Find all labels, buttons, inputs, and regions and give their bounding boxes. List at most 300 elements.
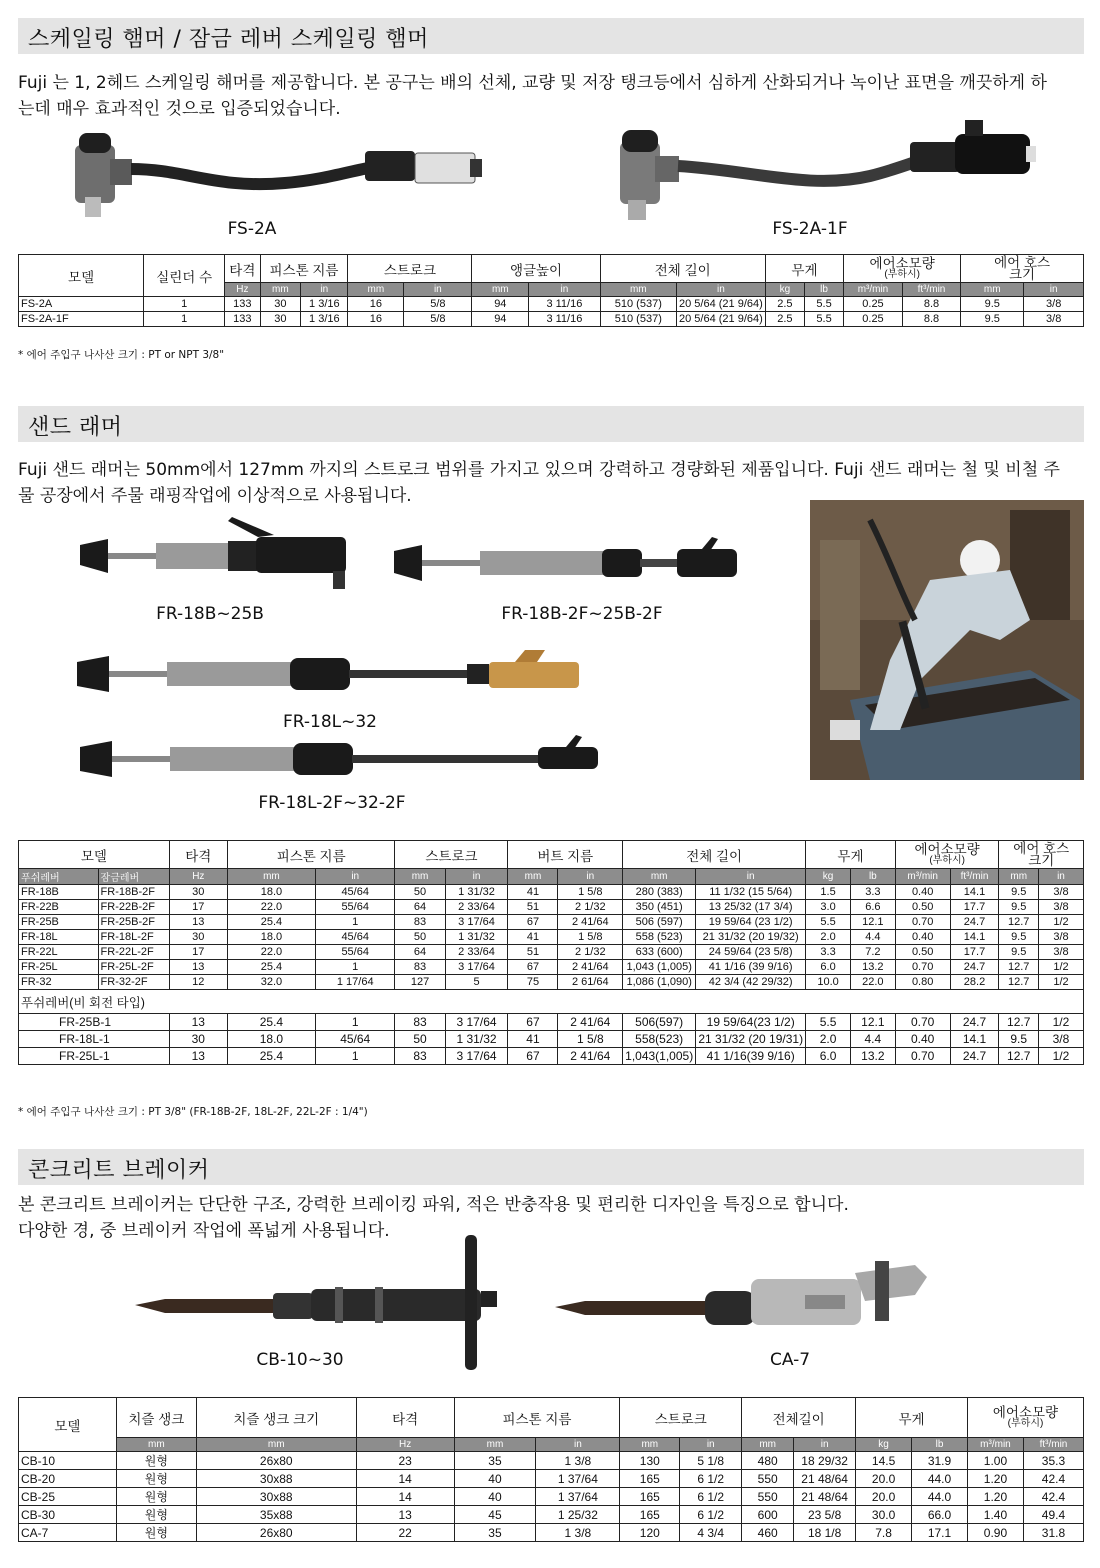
value-cell: 5.5 <box>804 297 843 312</box>
value-cell: 6.0 <box>806 1048 851 1065</box>
value-cell: 13 <box>169 1014 227 1031</box>
value-cell: 31.8 <box>1023 1524 1083 1542</box>
value-cell: 3.0 <box>806 900 851 915</box>
unit-cell: mm <box>961 283 1024 297</box>
value-cell: 18.0 <box>227 930 315 945</box>
table-row <box>19 1506 1084 1524</box>
value-cell: 23 5/8 <box>794 1506 856 1524</box>
value-cell: 12 <box>169 975 227 990</box>
value-cell: 21 48/64 <box>794 1470 856 1488</box>
value-cell: 2.5 <box>765 312 804 327</box>
unit-cell: in <box>696 869 806 885</box>
value-cell: 8.8 <box>902 297 960 312</box>
value-cell: 35.3 <box>1023 1452 1083 1470</box>
value-cell: 16 <box>348 312 404 327</box>
unit-cell: 잠금레버 <box>98 869 169 885</box>
intro-line: 는데 매우 효과적인 것으로 입증되었습니다. <box>18 99 341 119</box>
value-cell: 30 <box>260 312 301 327</box>
value-cell: 1,086 (1,090) <box>623 975 696 990</box>
value-cell: 30.0 <box>856 1506 912 1524</box>
caption-fr-18l-2f: FR-18L-2F~32-2F <box>258 793 406 813</box>
unit-cell: m³/min <box>967 1438 1023 1452</box>
model-cell: FR-18L-1 <box>19 1031 170 1048</box>
unit-cell: mm <box>454 1438 536 1452</box>
unit-cell: in <box>794 1438 856 1452</box>
unit-cell: mm <box>623 869 696 885</box>
table-row <box>19 885 1084 900</box>
value-cell: 19 59/64(23 1/2) <box>696 1014 806 1031</box>
hose-label: 에어 호스 <box>994 254 1051 270</box>
col-air <box>967 1398 1083 1438</box>
intro-line: 본 콘크리트 브레이커는 단단한 구조, 강력한 브레이킹 파워, 적은 반충작용 및 편리한 디자인을 특징으로 합니다. <box>18 1195 849 1215</box>
table-row <box>19 312 1084 327</box>
value-cell: 1 5/8 <box>558 885 623 900</box>
value-cell: 25.4 <box>227 915 315 930</box>
subheader-push-lever: 푸쉬레버(비 회전 타입) <box>19 990 1084 1014</box>
col-weight: 무게 <box>806 841 896 869</box>
value-cell: 22.0 <box>850 975 895 990</box>
value-cell: 22.0 <box>227 945 315 960</box>
value-cell: 49.4 <box>1023 1506 1083 1524</box>
section-title: 샌드 래머 <box>28 415 123 440</box>
value-cell: 11 1/32 (15 5/64) <box>696 885 806 900</box>
col-blows: 타격 <box>169 841 227 869</box>
value-cell: 9.5 <box>999 1031 1038 1048</box>
unit-cell: m³/min <box>895 869 950 885</box>
value-cell: 9.5 <box>961 297 1024 312</box>
value-cell: 3/8 <box>1038 1031 1083 1048</box>
model-cell: FR-25L-1 <box>19 1048 170 1065</box>
value-cell: 127 <box>395 975 445 990</box>
value-cell: 1 <box>315 915 395 930</box>
value-cell: 1 <box>315 1048 395 1065</box>
col-length: 전체 길이 <box>623 841 806 869</box>
value-cell: 5.5 <box>806 1014 851 1031</box>
col-model: 모델 <box>19 255 144 297</box>
col-weight: 무게 <box>765 255 843 283</box>
unit-cell: in <box>315 869 395 885</box>
value-cell: 1/2 <box>1038 1048 1083 1065</box>
value-cell: 14.1 <box>950 1031 999 1048</box>
value-cell: 1/2 <box>1038 960 1083 975</box>
value-cell: 42 3/4 (42 29/32) <box>696 975 806 990</box>
value-cell: 12.7 <box>999 1014 1038 1031</box>
col-cylinders: 실린더 수 <box>144 255 225 297</box>
unit-cell: mm <box>742 1438 794 1452</box>
value-cell: 51 <box>508 945 558 960</box>
unit-cell: kg <box>765 283 804 297</box>
value-cell: 26x80 <box>196 1452 356 1470</box>
fr-18l-2f-image <box>78 735 608 785</box>
value-cell: 45/64 <box>315 930 395 945</box>
caption-cb-10: CB-10~30 <box>256 1350 344 1370</box>
unit-cell: ft³/min <box>1023 1438 1083 1452</box>
unit-cell: mm <box>227 869 315 885</box>
unit-cell: mm <box>508 869 558 885</box>
value-cell: 1 37/64 <box>536 1470 620 1488</box>
air-label: 에어소모량 <box>869 255 935 271</box>
value-cell: 2.0 <box>806 1031 851 1048</box>
value-cell: 51 <box>508 900 558 915</box>
unit-cell: kg <box>806 869 851 885</box>
unit-cell: lb <box>804 283 843 297</box>
value-cell: 1 3/8 <box>536 1524 620 1542</box>
intro-line: 물 공장에서 주물 래핑작업에 이상적으로 사용됩니다. <box>18 486 412 506</box>
value-cell: 41 <box>508 1031 558 1048</box>
value-cell: 165 <box>620 1470 680 1488</box>
fr-18l-image <box>75 650 595 700</box>
value-cell: 1.20 <box>967 1488 1023 1506</box>
value-cell: 14.5 <box>856 1452 912 1470</box>
unit-cell: in <box>1038 869 1083 885</box>
table-row <box>19 1470 1084 1488</box>
model-cell: FR-22L <box>19 945 99 960</box>
model-cell: CB-10 <box>19 1452 117 1470</box>
value-cell: 0.25 <box>844 297 903 312</box>
value-cell: 633 (600) <box>623 945 696 960</box>
value-cell: 25.4 <box>227 1014 315 1031</box>
value-cell: 0.70 <box>895 960 950 975</box>
table-row <box>19 930 1084 945</box>
unit-cell: ft³/min <box>950 869 999 885</box>
fr-18b-image <box>78 515 358 595</box>
caption-fs-2a: FS-2A <box>227 219 277 239</box>
hose-sub: 크기 <box>1009 266 1036 282</box>
model-cell: CA-7 <box>19 1524 117 1542</box>
value-cell: 12.1 <box>850 1014 895 1031</box>
col-stroke: 스트로크 <box>348 255 472 283</box>
value-cell: 1 37/64 <box>536 1488 620 1506</box>
table-row <box>19 1031 1084 1048</box>
value-cell: 3/8 <box>1038 900 1083 915</box>
unit-cell: m³/min <box>844 283 903 297</box>
model-cell: FR-25B <box>19 915 99 930</box>
value-cell: 12.7 <box>999 960 1038 975</box>
value-cell: 25.4 <box>227 960 315 975</box>
value-cell: 0.70 <box>895 915 950 930</box>
value-cell: 6 1/2 <box>680 1488 742 1506</box>
value-cell: 3/8 <box>1024 312 1084 327</box>
hose-sub: 크기 <box>1028 852 1055 868</box>
hose-label: 에어 호스 <box>1013 840 1070 856</box>
value-cell: 13.2 <box>850 960 895 975</box>
col-hose <box>999 841 1084 869</box>
value-cell: 원형 <box>116 1470 196 1488</box>
value-cell: 9.5 <box>999 930 1038 945</box>
value-cell: 9.5 <box>999 885 1038 900</box>
value-cell: 558(523) <box>623 1031 696 1048</box>
unit-cell: mm <box>620 1438 680 1452</box>
value-cell: 83 <box>395 1014 445 1031</box>
value-cell: 6.0 <box>806 960 851 975</box>
value-cell: 50 <box>395 885 445 900</box>
table-row <box>19 945 1084 960</box>
value-cell: 0.90 <box>967 1524 1023 1542</box>
ca-7-image <box>555 1255 935 1350</box>
value-cell: 0.40 <box>895 1031 950 1048</box>
value-cell: 44.0 <box>912 1488 968 1506</box>
value-cell: 20.0 <box>856 1488 912 1506</box>
value-cell: 1 3/8 <box>536 1452 620 1470</box>
col-shank: 치즐 생크 <box>116 1398 196 1438</box>
value-cell: 13 <box>169 915 227 930</box>
value-cell: 30x88 <box>196 1488 356 1506</box>
value-cell: 5.5 <box>806 915 851 930</box>
caption-fr-18b: FR-18B~25B <box>156 604 264 624</box>
value-cell: 120 <box>620 1524 680 1542</box>
value-cell: 30x88 <box>196 1470 356 1488</box>
table-row <box>19 960 1084 975</box>
col-angle: 앵글높이 <box>472 255 600 283</box>
unit-cell: in <box>558 869 623 885</box>
value-cell: 75 <box>508 975 558 990</box>
unit-cell: in <box>1024 283 1084 297</box>
value-cell: 1 3/16 <box>301 312 348 327</box>
value-cell: 9.5 <box>961 312 1024 327</box>
value-cell: 3 11/16 <box>529 297 600 312</box>
value-cell: 1.20 <box>967 1470 1023 1488</box>
value-cell: 83 <box>395 960 445 975</box>
value-cell: FR-18L-2F <box>98 930 169 945</box>
value-cell: 13 25/32 (17 3/4) <box>696 900 806 915</box>
value-cell: 30 <box>169 930 227 945</box>
table-row <box>19 1014 1084 1031</box>
fs-2a-image <box>65 125 495 225</box>
rammer-note: * 에어 주입구 나사산 크기 : PT 3/8" (FR-18B-2F, 18L-2F, 22L-2F : 1/4") <box>18 1106 368 1118</box>
intro-line: 다양한 경, 중 브레이커 작업에 폭넓게 사용됩니다. <box>18 1221 390 1241</box>
value-cell: 1.00 <box>967 1452 1023 1470</box>
col-stroke: 스트로크 <box>620 1398 742 1438</box>
section-title: 스케일링 햄머 / 잠금 레버 스케일링 햄머 <box>28 27 429 52</box>
value-cell: 67 <box>508 915 558 930</box>
caption-ca-7: CA-7 <box>769 1350 811 1370</box>
air-sub: (부하시) <box>1007 1417 1044 1429</box>
scaling-spec-table <box>18 254 1084 327</box>
value-cell: 4.4 <box>850 930 895 945</box>
value-cell: 2 1/32 <box>558 945 623 960</box>
value-cell: 35x88 <box>196 1506 356 1524</box>
intro-text <box>18 70 1086 122</box>
table-row <box>19 975 1084 990</box>
unit-cell: in <box>677 283 766 297</box>
value-cell: 18.0 <box>227 885 315 900</box>
unit-cell: mm <box>600 283 676 297</box>
section-header-rammer <box>18 406 1084 442</box>
caption-fs-2a-1f: FS-2A-1F <box>772 219 848 239</box>
unit-cell: mm <box>999 869 1038 885</box>
value-cell: 21 48/64 <box>794 1488 856 1506</box>
value-cell: 3.3 <box>806 945 851 960</box>
value-cell: 1.5 <box>806 885 851 900</box>
value-cell: 23 <box>356 1452 454 1470</box>
model-cell: FR-32 <box>19 975 99 990</box>
value-cell: 67 <box>508 1048 558 1065</box>
value-cell: 45 <box>454 1506 536 1524</box>
value-cell: 1 31/32 <box>445 1031 508 1048</box>
value-cell: 45/64 <box>315 1031 395 1048</box>
table-row <box>19 1524 1084 1542</box>
col-stroke: 스트로크 <box>395 841 508 869</box>
value-cell: 원형 <box>116 1488 196 1506</box>
value-cell: 18.0 <box>227 1031 315 1048</box>
value-cell: 13 <box>169 960 227 975</box>
table-row <box>19 1488 1084 1506</box>
value-cell: 0.40 <box>895 930 950 945</box>
unit-cell: mm <box>395 869 445 885</box>
unit-cell: Hz <box>169 869 227 885</box>
value-cell: 3 17/64 <box>445 1048 508 1065</box>
value-cell: FR-32-2F <box>98 975 169 990</box>
model-cell: FR-22B <box>19 900 99 915</box>
value-cell: 64 <box>395 900 445 915</box>
col-weight: 무게 <box>856 1398 968 1438</box>
col-shank-size: 치즐 생크 크기 <box>196 1398 356 1438</box>
value-cell: FR-25L-2F <box>98 960 169 975</box>
value-cell: 67 <box>508 1014 558 1031</box>
value-cell: 67 <box>508 960 558 975</box>
value-cell: 3/8 <box>1038 945 1083 960</box>
value-cell: 2 41/64 <box>558 1048 623 1065</box>
value-cell: 1 25/32 <box>536 1506 620 1524</box>
table-row <box>19 1048 1084 1065</box>
value-cell: 21 31/32 (20 19/31) <box>696 1031 806 1048</box>
col-model: 모델 <box>19 1398 117 1452</box>
value-cell: 350 (451) <box>623 900 696 915</box>
value-cell: 14.1 <box>950 885 999 900</box>
value-cell: 1 31/32 <box>445 885 508 900</box>
model-cell: CB-30 <box>19 1506 117 1524</box>
value-cell: 5.5 <box>804 312 843 327</box>
value-cell: 0.50 <box>895 900 950 915</box>
value-cell: 5 1/8 <box>680 1452 742 1470</box>
value-cell: 7.2 <box>850 945 895 960</box>
value-cell: 600 <box>742 1506 794 1524</box>
col-air <box>895 841 999 869</box>
unit-cell: mm <box>348 283 404 297</box>
value-cell: 2 33/64 <box>445 900 508 915</box>
value-cell: 460 <box>742 1524 794 1542</box>
value-cell: 550 <box>742 1488 794 1506</box>
value-cell: 0.70 <box>895 1048 950 1065</box>
col-butt: 버트 지름 <box>508 841 623 869</box>
value-cell: 14 <box>356 1470 454 1488</box>
value-cell: FR-22B-2F <box>98 900 169 915</box>
value-cell: FR-18B-2F <box>98 885 169 900</box>
unit-cell: mm <box>260 283 301 297</box>
value-cell: 18 1/8 <box>794 1524 856 1542</box>
value-cell: 3 11/16 <box>529 312 600 327</box>
value-cell: 550 <box>742 1470 794 1488</box>
value-cell: 30 <box>169 885 227 900</box>
value-cell: 12.1 <box>850 915 895 930</box>
value-cell: 0.25 <box>844 312 903 327</box>
value-cell: 40 <box>454 1470 536 1488</box>
table-row <box>19 900 1084 915</box>
worker-photo <box>810 500 1084 780</box>
value-cell: 42.4 <box>1023 1488 1083 1506</box>
value-cell: 원형 <box>116 1506 196 1524</box>
model-cell: FS-2A <box>19 297 144 312</box>
value-cell: 1 3/16 <box>301 297 348 312</box>
value-cell: 45/64 <box>315 885 395 900</box>
value-cell: 19 59/64 (23 1/2) <box>696 915 806 930</box>
table-row <box>19 915 1084 930</box>
value-cell: 94 <box>472 297 529 312</box>
value-cell: 1 31/32 <box>445 930 508 945</box>
units-row <box>19 869 1084 885</box>
intro-line: Fuji 는 1, 2헤드 스케일링 해머를 제공합니다. 본 공구는 배의 선체, 교량 및 저장 탱크등에서 심하게 산화되거나 녹이난 표면을 깨끗하게 하 <box>18 73 1047 93</box>
value-cell: 44.0 <box>912 1470 968 1488</box>
value-cell: 24 59/64 (23 5/8) <box>696 945 806 960</box>
value-cell: 3/8 <box>1038 885 1083 900</box>
table-row <box>19 297 1084 312</box>
value-cell: 5/8 <box>404 312 472 327</box>
value-cell: 42.4 <box>1023 1470 1083 1488</box>
value-cell: 510 (537) <box>600 312 676 327</box>
value-cell: 14.1 <box>950 930 999 945</box>
model-cell: FR-18L <box>19 930 99 945</box>
value-cell: 55/64 <box>315 945 395 960</box>
value-cell: 22.0 <box>227 900 315 915</box>
value-cell: 83 <box>395 915 445 930</box>
value-cell: 41 <box>508 885 558 900</box>
unit-cell: Hz <box>225 283 260 297</box>
value-cell: 3 17/64 <box>445 960 508 975</box>
value-cell: 506(597) <box>623 1014 696 1031</box>
value-cell: 13.2 <box>850 1048 895 1065</box>
value-cell: 20 5/64 (21 9/64) <box>677 297 766 312</box>
value-cell: 64 <box>395 945 445 960</box>
unit-cell: in <box>301 283 348 297</box>
value-cell: 1/2 <box>1038 975 1083 990</box>
value-cell: 6 1/2 <box>680 1470 742 1488</box>
value-cell: 41 <box>508 930 558 945</box>
value-cell: 2.5 <box>765 297 804 312</box>
value-cell: 0.80 <box>895 975 950 990</box>
value-cell: 35 <box>454 1524 536 1542</box>
value-cell: 10.0 <box>806 975 851 990</box>
col-piston: 피스톤 지름 <box>454 1398 620 1438</box>
col-length: 전체길이 <box>742 1398 856 1438</box>
unit-cell: lb <box>912 1438 968 1452</box>
unit-cell: mm <box>116 1438 196 1452</box>
value-cell: 3.3 <box>850 885 895 900</box>
value-cell: 133 <box>225 297 260 312</box>
value-cell: 480 <box>742 1452 794 1470</box>
value-cell: 3/8 <box>1038 930 1083 945</box>
value-cell: 50 <box>395 930 445 945</box>
value-cell: 1/2 <box>1038 915 1083 930</box>
table-row <box>19 1452 1084 1470</box>
unit-cell: Hz <box>356 1438 454 1452</box>
model-cell: FR-25B-1 <box>19 1014 170 1031</box>
value-cell: 8.8 <box>902 312 960 327</box>
value-cell: 2 33/64 <box>445 945 508 960</box>
col-air <box>844 255 961 283</box>
value-cell: 1 5/8 <box>558 930 623 945</box>
caption-fr-18l: FR-18L~32 <box>282 712 377 732</box>
scaling-note: * 에어 주입구 나사산 크기 : PT or NPT 3/8" <box>18 349 225 361</box>
value-cell: 원형 <box>116 1524 196 1542</box>
value-cell: 18 29/32 <box>794 1452 856 1470</box>
col-piston: 피스톤 지름 <box>227 841 395 869</box>
value-cell: 2 1/32 <box>558 900 623 915</box>
unit-cell: mm <box>196 1438 356 1452</box>
value-cell: 20.0 <box>856 1470 912 1488</box>
unit-cell: in <box>445 869 508 885</box>
air-label: 에어소모량 <box>992 1404 1059 1420</box>
value-cell: 17.7 <box>950 900 999 915</box>
